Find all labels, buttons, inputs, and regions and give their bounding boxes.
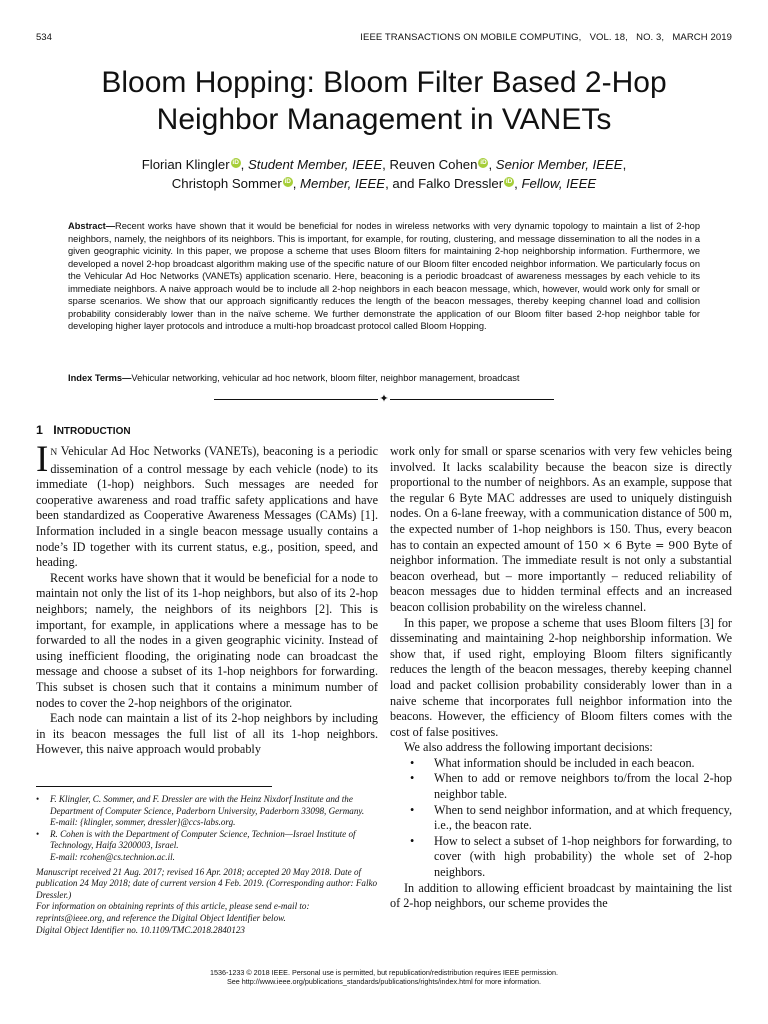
reprint-info: For information on obtaining reprints of this article, please send e-mail to: reprints@ieee.org, and reference the Digital Object Identifier below. (36, 901, 310, 923)
list-item: • When to send neighbor information, and at which frequency, i.e., the beacon rate. (390, 803, 732, 834)
author-name: Christoph Sommer (171, 176, 282, 191)
author-name: Florian Klingler (141, 157, 230, 172)
index-terms-text: Vehicular networking, vehicular ad hoc network, bloom filter, neighbor management, broadcast (131, 373, 520, 383)
author-line-1: Florian Klingler iD , Student Member, IEEE, Reuven Cohen iD , Senior Member, IEEE, (141, 157, 627, 172)
footnote-text: R. Cohen is with the Department of Computer Science, Technion—Israel Institute of Technology, Haifa 3200003, Israel. (50, 828, 356, 851)
section-title-initial: I (53, 423, 57, 437)
author-name: Reuven Cohen (389, 157, 478, 172)
paragraph-text: Vehicular Ad Hoc Networks (VANETs), beaconing is a periodic dissemination of a control message by each vehicle (node) to its immediate (1-hop) neighbors. Such messages are needed for cooperative awareness and road traffic safety applications and have been standardized as Cooperative Awareness Messages (CAMs) [1]. Information included in a single beacon message usually contains a node’s ID together with its current status, e.g., position, speed, and heading. (36, 444, 378, 570)
orcid-icon[interactable]: iD (480, 159, 487, 166)
section-number: 1 (36, 423, 43, 437)
abstract-label: Abstract— (68, 221, 116, 231)
abstract (68, 220, 700, 333)
journal-header: IEEE TRANSACTIONS ON MOBILE COMPUTING, VOL. 18, NO. 3, MARCH 2019 (360, 32, 732, 43)
abstract-text: Recent works have shown that it would be beneficial for nodes in wireless networks with very dynamic topology to maintain a list of 2-hop neighbors, namely, the neighbors of its neighbors. This is important, for example, for routing, clustering, and message dissemination to all the nodes in a given geographic vicinity. In this paper, we propose a scheme that uses Bloom filters for maintaining 2-hop neighborship information. Furthermore, we developed a novel 2-hop broadcast algorithm making use of the specific nature of our Bloom filter encoded neighbor information. We particularly focus on the Vehicular Ad Hoc Networks (VANETs) application scenario. Here, beaconing is a periodic broadcast of awareness messages by each vehicle to its immediate neighbors. A naive approach would be to include all 2-hop neighbors in each beacon message, which, however, would work only for small or sparse scenarios. We show that our approach significantly reduces the length of the beacon messages, thereby keeping channel load and collision probability considerably lower than in the naïve scheme. We further demonstrate the application of our Bloom filter based 2-hop neighbor table for developing higher layer protocols and introduce a multi-hop broadcast protocol called Bloom Hopping. (68, 221, 700, 331)
index-terms-label: Index Terms— (68, 373, 132, 383)
copyright-notice (36, 968, 732, 986)
author-role: Fellow, IEEE (521, 176, 597, 191)
footnote-text: F. Klingler, C. Sommer, and F. Dressler are with the Heinz Nixdorf Institute and the Department of Computer Science, Paderborn University, Paderborn 33098, Germany. (50, 794, 365, 816)
footnote-rule (36, 786, 272, 787)
author-role: Senior Member, IEEE (495, 157, 623, 172)
footnote-affiliation (36, 829, 378, 864)
paragraph (390, 444, 732, 616)
manuscript-dates: Manuscript received 21 Aug. 2017; revised 16 Apr. 2018; accepted 20 May 2018. Date of publication 24 May 2018; date of current version 4 Feb. 2019. (Corresponding author: Falko Dressler.) (36, 866, 378, 900)
paragraph: Recent works have shown that it would be beneficial for a node to maintain not only the list of its 1-hop neighbors, but also of its 2-hop neighbors; namely, the neighbors of its neighbors [2]. This is important, for example, in applications where a message has to be forwarded to all the nodes in a given geographic vicinity. Instead of using inefficient flooding, the originating node can broadcast the message and choose a subset of its 1-hop neighbors for forwarding. This subset is chosen such that it contains a minimum number of nodes to cover the 2-hop neighbors of the originator. (36, 570, 378, 710)
section-heading (36, 423, 131, 437)
paragraph-text: of neighbor information. The immediate result is not only a substantial beacon overhead, but – more importantly – reduced reliability of beacon messages due to hidden terminal effects and an increased beacon collision probability on the wireless channel. (390, 537, 732, 614)
right-column (390, 444, 732, 912)
divider-ornament-icon: ✦ (379, 393, 389, 405)
paper-title (36, 64, 732, 138)
paragraph (36, 439, 378, 571)
decision-list (390, 756, 732, 881)
section-title-rest: NTRODUCTION (56, 426, 131, 437)
inline-equation: 150 × 6 Byte = 900 Byte (577, 538, 719, 552)
author-conjunction: and (392, 176, 415, 191)
paragraph: Each node can maintain a list of its 2-hop neighbors by including in its beacon messages the full list of all its 1-hop neighbors. However, this naive approach would probably (36, 711, 378, 757)
small-caps-lead: N (50, 448, 58, 458)
author-role: Student Member, IEEE (248, 157, 383, 172)
copyright-line: 1536-1233 © 2018 IEEE. Personal use is permitted, but republication/redistribution requires IEEE permission. (209, 968, 559, 977)
title-line-1: Bloom Hopping: Bloom Filter Based 2-Hop (101, 66, 667, 99)
footnote-email[interactable]: E-mail: {klingler, sommer, dressler}@ccs-labs.org. (50, 817, 236, 828)
left-column (36, 439, 378, 758)
doi[interactable]: Digital Object Identifier no. 10.1109/TMC.2018.2840123 (36, 924, 245, 935)
author-line-2: Christoph Sommer iD , Member, IEEE, and Falko Dressler iD , Fellow, IEEE (171, 176, 597, 191)
author-name: Falko Dressler (418, 176, 504, 191)
list-item: • How to select a subset of 1-hop neighbors for forwarding, to cover (with high probability) the whole set of 2-hop neighbors. (390, 834, 732, 881)
page-number: 534 (36, 32, 52, 43)
drop-cap: I (36, 439, 49, 480)
copyright-link[interactable]: See http://www.ieee.org/publications_standards/publications/rights/index.html for more information. (226, 977, 542, 986)
author-role: Member, IEEE (300, 176, 386, 191)
title-line-2: Neighbor Management in VANETs (156, 103, 612, 136)
paragraph: In addition to allowing efficient broadcast by maintaining the list of 2-hop neighbors, our scheme provides the (390, 880, 732, 911)
footnotes (36, 794, 378, 936)
orcid-icon[interactable]: iD (284, 178, 291, 185)
list-item: • When to add or remove neighbors to/from the local 2-hop neighbor table. (390, 771, 732, 802)
paragraph: In this paper, we propose a scheme that uses Bloom filters [3] for disseminating and maintaining 2-hop neighborship information. We show that, if used right, employing Bloom filters significantly reduces the length of the beacon messages, thereby keeping channel load and packet collision probability considerably lower than in a naive scheme that incorporates full neighbor information into the beacons. However, the efficiency of Bloom filters comes with the cost of false positives. (390, 615, 732, 739)
index-terms (68, 372, 700, 385)
list-item: • What information should be included in each beacon. (390, 756, 732, 772)
footnote-email[interactable]: E-mail: rcohen@cs.technion.ac.il. (50, 851, 175, 862)
author-list (36, 155, 732, 193)
orcid-icon[interactable]: iD (232, 159, 239, 166)
paragraph-text: work only for small or sparse scenarios with very few vehicles being involved. It lacks scalability because the beacon size is directly proportional to the number of neighbors. As an example, suppose that the regular 6 Byte MAC addresses are used to uniquely distinguish nodes. On a 6-lane freeway, with a communication distance of 500 m, the expected number of 1-hop neighbors is 150. Thus, every beacon has to contain an expected amount of (390, 444, 732, 552)
orcid-icon[interactable]: iD (505, 178, 513, 185)
paragraph: We also address the following important decisions: (404, 740, 653, 755)
footnote-affiliation (36, 794, 378, 829)
